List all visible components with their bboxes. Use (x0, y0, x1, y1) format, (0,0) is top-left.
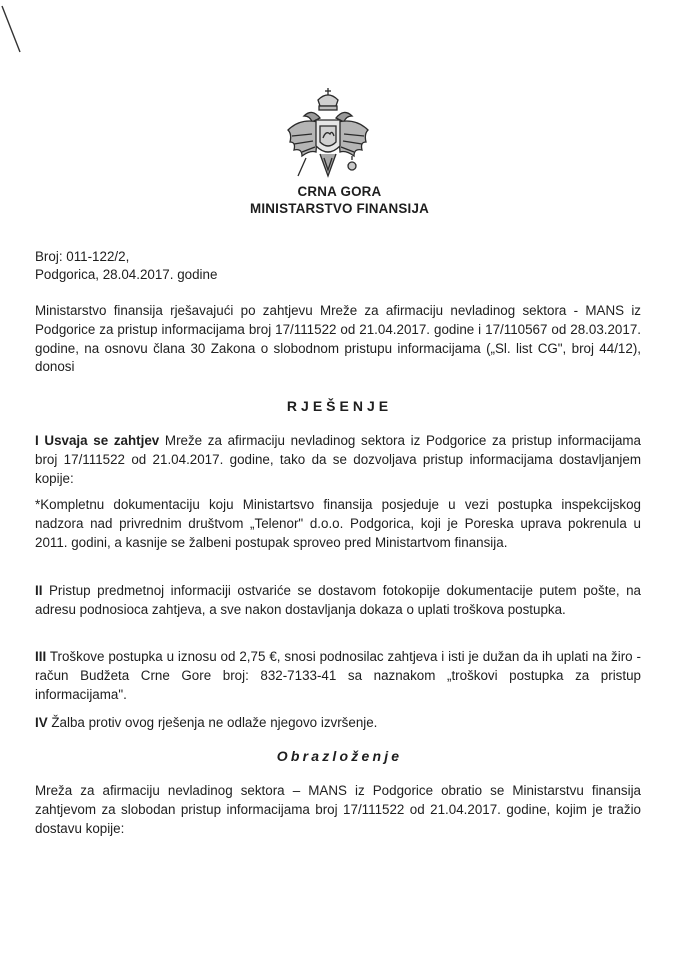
place-and-date: Podgorica, 28.04.2017. godine (35, 267, 218, 282)
point-ii-text: Pristup predmetnoj informaciji ostvariće se dostavom fotokopije dokumentacije putem pošte, na adresu podnosioca zahtjeva, a sve nakon dostavljanja dokaza o uplati troškova postupka. (35, 583, 641, 617)
decision-title: RJEŠENJE (286, 398, 393, 414)
point-iii-label: III (35, 649, 47, 664)
ministry-heading: MINISTARSTVO FINANSIJA (250, 201, 429, 216)
point-iii (35, 648, 641, 704)
point-iv (35, 714, 641, 733)
reference-number: Broj: 011-122/2, (35, 249, 130, 264)
scan-margin-mark (0, 0, 30, 60)
point-iii-text: Troškove postupka u iznosu od 2,75 €, snosi podnosilac zahtjeva i isti je dužan da ih uplati na žiro - račun Budžeta Crne Gore broj: 832-7133-41 sa naznakom „troškovi postupka za pristup informacijama". (35, 649, 641, 702)
reasoning-paragraph: Mreža za afirmaciju nevladinog sektora – MANS iz Podgorice obratio se Ministarstvu finansija zahtjevom za slobodan pristup informacijama broj 17/111522 od 21.04.2017. godine, kojim je tražio dostavu kopije: (35, 783, 641, 836)
point-i-text: Mreže za afirmaciju nevladinog sektora iz Podgorice za pristup informacijama broj 17/111522 od 21.04.2017. godine, tako da se dozvoljava pristup informacijama dostavljanjem kopije: (35, 433, 641, 486)
intro-paragraph: Ministarstvo finansija rješavajući po zahtjevu Mreže za afirmaciju nevladinog sektora - MANS iz Podgorice za pristup informacijama broj 17/111522 od 21.04.2017. godine i 17/110567 od 28.03.2017. godine, na osnovu člana 30 Zakona o slobodnom pristupu informacijama („Sl. list CG", broj 44/12), donosi (35, 303, 641, 375)
point-ii-label: II (35, 583, 43, 598)
reasoning-title: Obrazloženje (276, 748, 403, 764)
point-i-label: I Usvaja se zahtjev (35, 433, 160, 448)
point-iv-label: IV (35, 715, 48, 730)
point-ii (35, 582, 641, 620)
requested-documents-text: *Kompletnu dokumentaciju koju Ministartsvo finansija posjeduje u vezi postupka inspekcijskog nadzora nad privrednim društvom „Telenor" d.o.o. Podgorica, koji je Poreska uprava pokrenula u 2011. godini, a kasnije se žalbeni postupak sproveo pred Ministartvom finansija. (35, 497, 641, 550)
coat-of-arms-emblem (282, 86, 374, 182)
point-iv-text: Žalba protiv ovog rješenja ne odlaže njegovo izvršenje. (47, 715, 378, 730)
requested-documents-item (35, 496, 641, 552)
country-heading: CRNA GORA (297, 184, 382, 199)
point-i (35, 432, 641, 488)
